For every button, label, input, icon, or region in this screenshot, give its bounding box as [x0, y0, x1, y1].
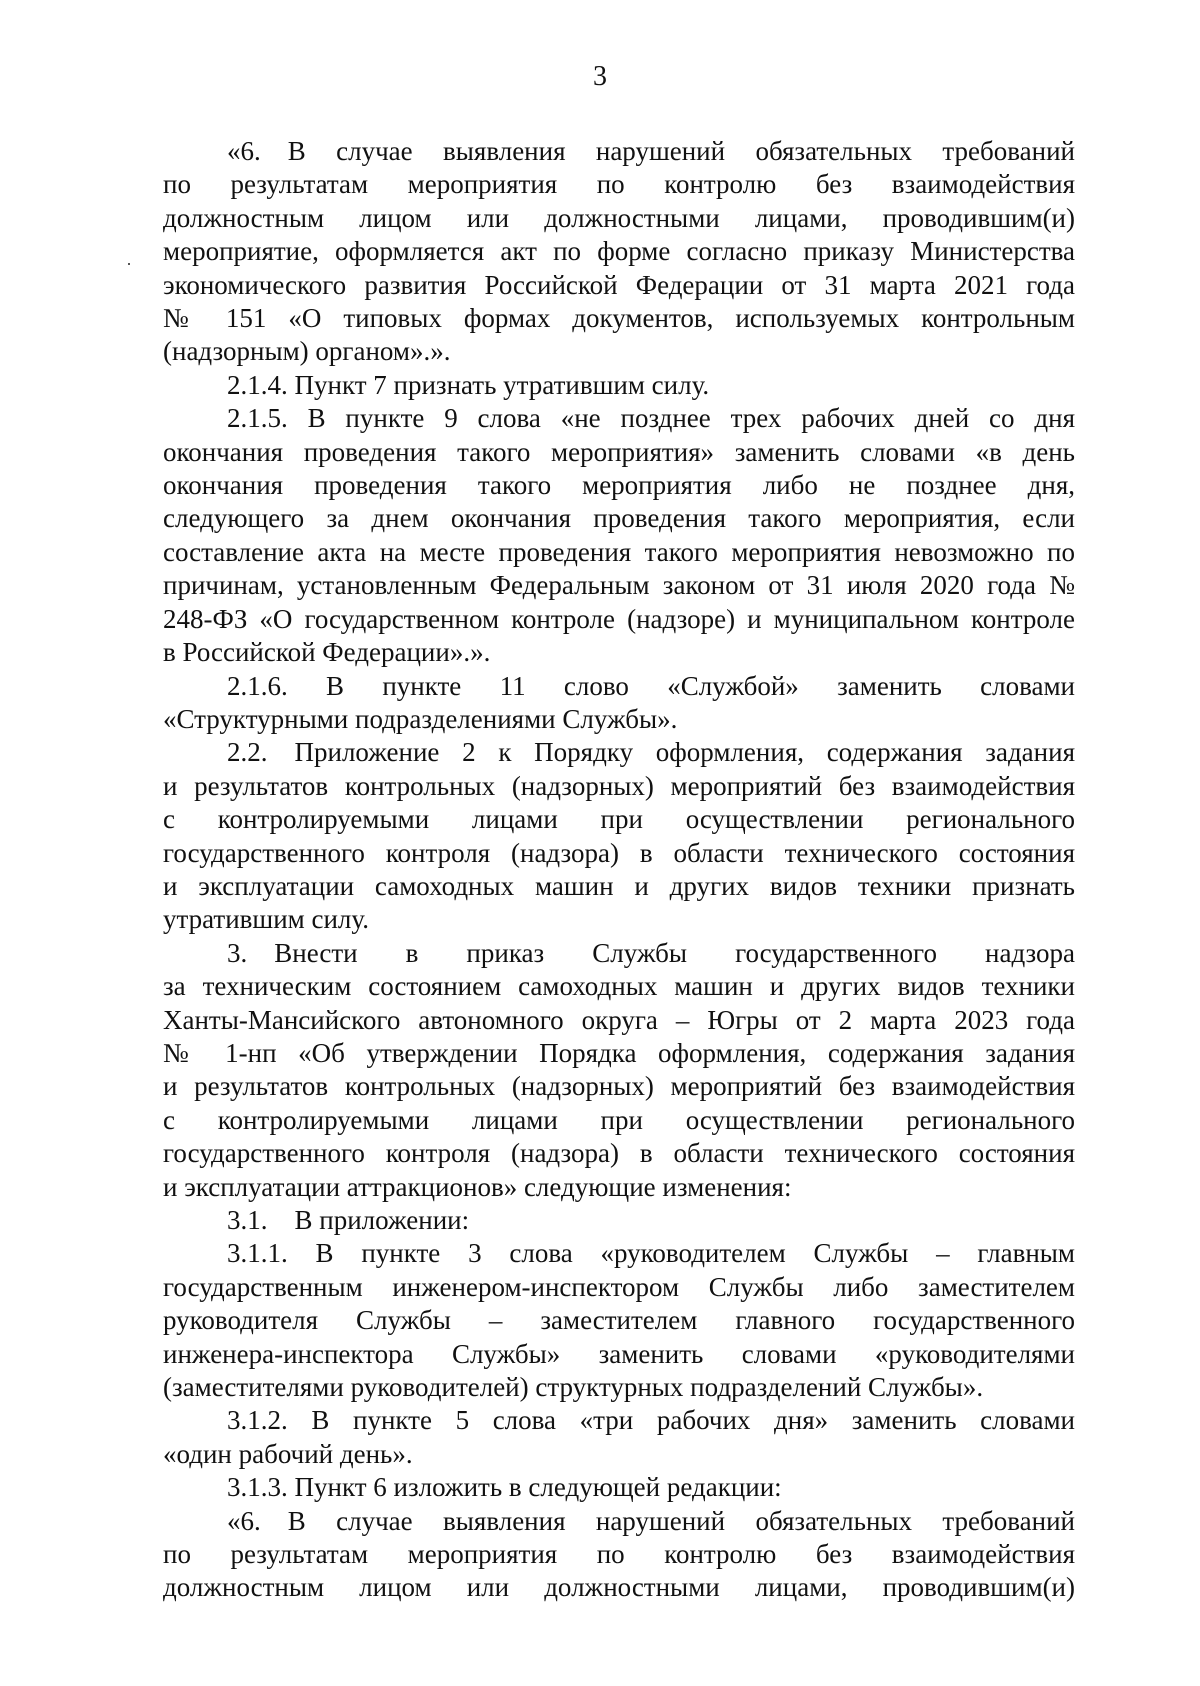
text-line: 248-ФЗ «О государственном контроле (надзоре) и муниципальном контроле [163, 603, 1075, 634]
text-line: 2.1.5. В пункте 9 слова «не позднее трех рабочих дней со дня [227, 403, 1075, 434]
text-line: государственного контроля (надзора) в области технического состояния [163, 837, 1075, 868]
text-line: следующего за днем окончания проведения такого мероприятия, если [163, 503, 1075, 534]
text-line: (заместителями руководителей) структурных подразделений Службы». [163, 1372, 984, 1403]
text-line: № 151 «О типовых формах документов, используемых контрольным [163, 303, 1075, 334]
text-line: 2.2. Приложение 2 к Порядку оформления, содержания задания [227, 737, 1075, 768]
document-body [163, 135, 1075, 1605]
text-line: должностным лицом или должностными лицами, проводившим(и) [163, 202, 1075, 233]
text-line: государственным инженером-инспектором Службы либо заместителем [163, 1271, 1075, 1302]
text-line: «один рабочий день». [163, 1438, 413, 1469]
text-line: 3.1.1. В пункте 3 слова «руководителем Службы – главным [227, 1238, 1075, 1269]
text-line: экономического развития Российской Федерации от 31 марта 2021 года [163, 269, 1075, 300]
text-line: мероприятие, оформляется акт по форме согласно приказу Министерства [163, 236, 1075, 267]
text-line: 2.1.6. В пункте 11 слово «Службой» заменить словами [227, 670, 1075, 701]
text-line: окончания проведения такого мероприятия либо не позднее дня, [163, 470, 1075, 501]
text-line: с контролируемыми лицами при осуществлении регионального [163, 804, 1075, 835]
text-line: 3.1. В приложении: [227, 1205, 470, 1235]
text-line: в Российской Федерации».». [163, 637, 491, 668]
text-line: и эксплуатации самоходных машин и других видов техники признать [163, 870, 1075, 901]
text-line: (надзорным) органом».». [163, 336, 451, 367]
text-line: 3.1.2. В пункте 5 слова «три рабочих дня» заменить словами [227, 1405, 1075, 1436]
text-line: по результатам мероприятия по контролю без взаимодействия [163, 1539, 1075, 1570]
text-line: «6. В случае выявления нарушений обязательных требований [227, 136, 1075, 166]
text-line: 2.1.4. Пункт 7 признать утратившим силу. [227, 369, 710, 400]
text-line: «Структурными подразделениями Службы». [163, 703, 678, 734]
text-line: за техническим состоянием самоходных машин и других видов техники [163, 971, 1075, 1002]
text-line: государственного контроля (надзора) в области технического состояния [163, 1138, 1075, 1169]
page-number: 3 [593, 61, 607, 92]
text-line: с контролируемыми лицами при осуществлении регионального [163, 1104, 1075, 1135]
text-line: утратившим силу. [163, 904, 369, 935]
text-line: причинам, установленным Федеральным законом от 31 июля 2020 года № [163, 570, 1075, 601]
text-line: инженера-инспектора Службы» заменить словами «руководителями [163, 1338, 1075, 1369]
text-line: и результатов контрольных (надзорных) мероприятий без взаимодействия [163, 1071, 1075, 1102]
text-line: руководителя Службы – заместителем главного государственного [163, 1305, 1075, 1336]
text-line: по результатам мероприятия по контролю без взаимодействия [163, 169, 1075, 200]
text-line: Ханты-Мансийского автономного округа – Югры от 2 марта 2023 года [163, 1004, 1075, 1035]
text-line: окончания проведения такого мероприятия» заменить словами «в день [163, 436, 1075, 467]
text-line: № 1-нп «Об утверждении Порядка оформления, содержания задания [163, 1037, 1075, 1068]
text-line: «6. В случае выявления нарушений обязательных требований [227, 1505, 1075, 1536]
scan-speck [128, 263, 130, 265]
text-line: 3. Внести в приказ Службы государственного надзора [227, 937, 1075, 968]
text-line: 3.1.3. Пункт 6 изложить в следующей редакции: [227, 1472, 782, 1503]
text-line: должностным лицом или должностными лицами, проводившим(и) [163, 1572, 1075, 1603]
text-line: составление акта на месте проведения такого мероприятия невозможно по [163, 536, 1075, 567]
text-line: и результатов контрольных (надзорных) мероприятий без взаимодействия [163, 770, 1075, 801]
text-line: и эксплуатации аттракционов» следующие изменения: [163, 1171, 792, 1202]
